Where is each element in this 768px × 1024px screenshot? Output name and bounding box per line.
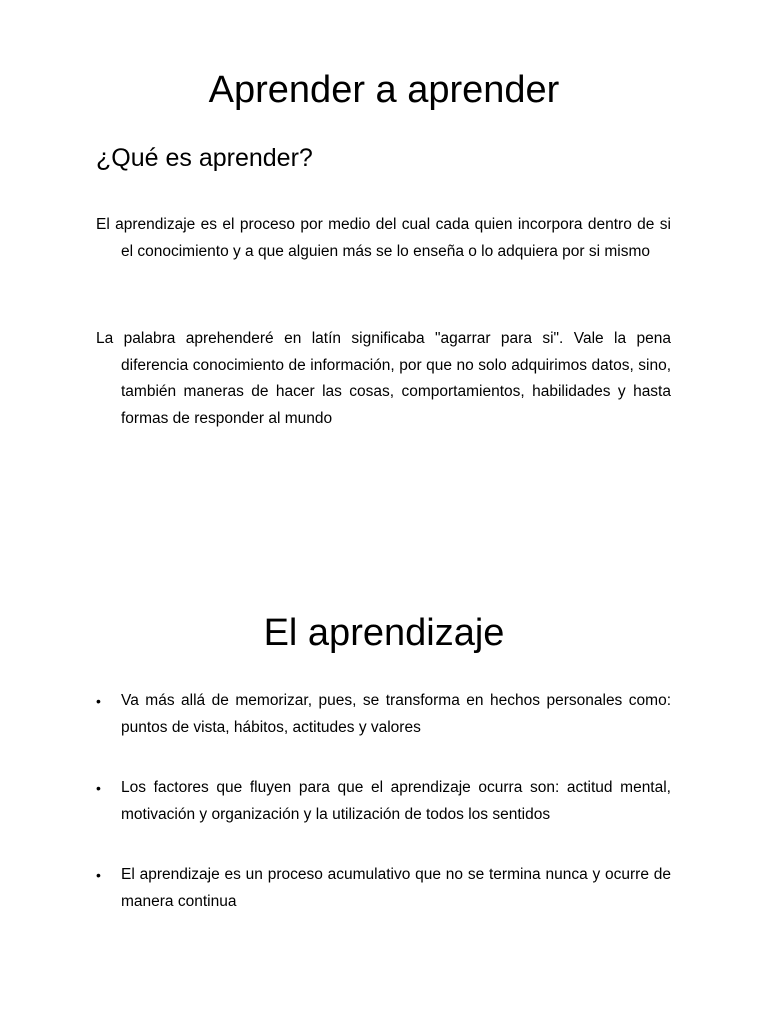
section-subtitle: ¿Qué es aprender? — [96, 144, 313, 172]
list-item-text: Los factores que fluyen para que el aprendizaje ocurra son: actitud mental, motivación y organización y la utilización de todos los sentidos — [121, 779, 671, 823]
list-item — [96, 775, 671, 828]
bullet-icon: • — [96, 693, 101, 709]
bullet-icon: • — [96, 780, 101, 796]
list-item — [96, 862, 671, 915]
bullet-list — [96, 688, 671, 949]
list-item — [96, 688, 671, 741]
list-item-text: Va más allá de memorizar, pues, se transforma en hechos personales como: puntos de vista, hábitos, actitudes y valores — [121, 692, 671, 736]
paragraph-etymology: La palabra aprehenderé en latín significaba "agarrar para si". Vale la pena diferencia conocimiento de información, por que no solo adquirimos datos, sino, también maneras de hacer las cosas, comportamientos, habilidades y hasta formas de responder al mundo — [96, 330, 671, 427]
list-item-text: El aprendizaje es un proceso acumulativo que no se termina nunca y ocurre de manera continua — [121, 866, 671, 910]
page-title: Aprender a aprender — [208, 69, 560, 111]
paragraph-definition: El aprendizaje es el proceso por medio del cual cada quien incorpora dentro de si el conocimiento y a que alguien más se lo enseña o lo adquiera por si mismo — [96, 216, 671, 260]
bullet-icon: • — [96, 867, 101, 883]
section-title: El aprendizaje — [263, 612, 505, 654]
